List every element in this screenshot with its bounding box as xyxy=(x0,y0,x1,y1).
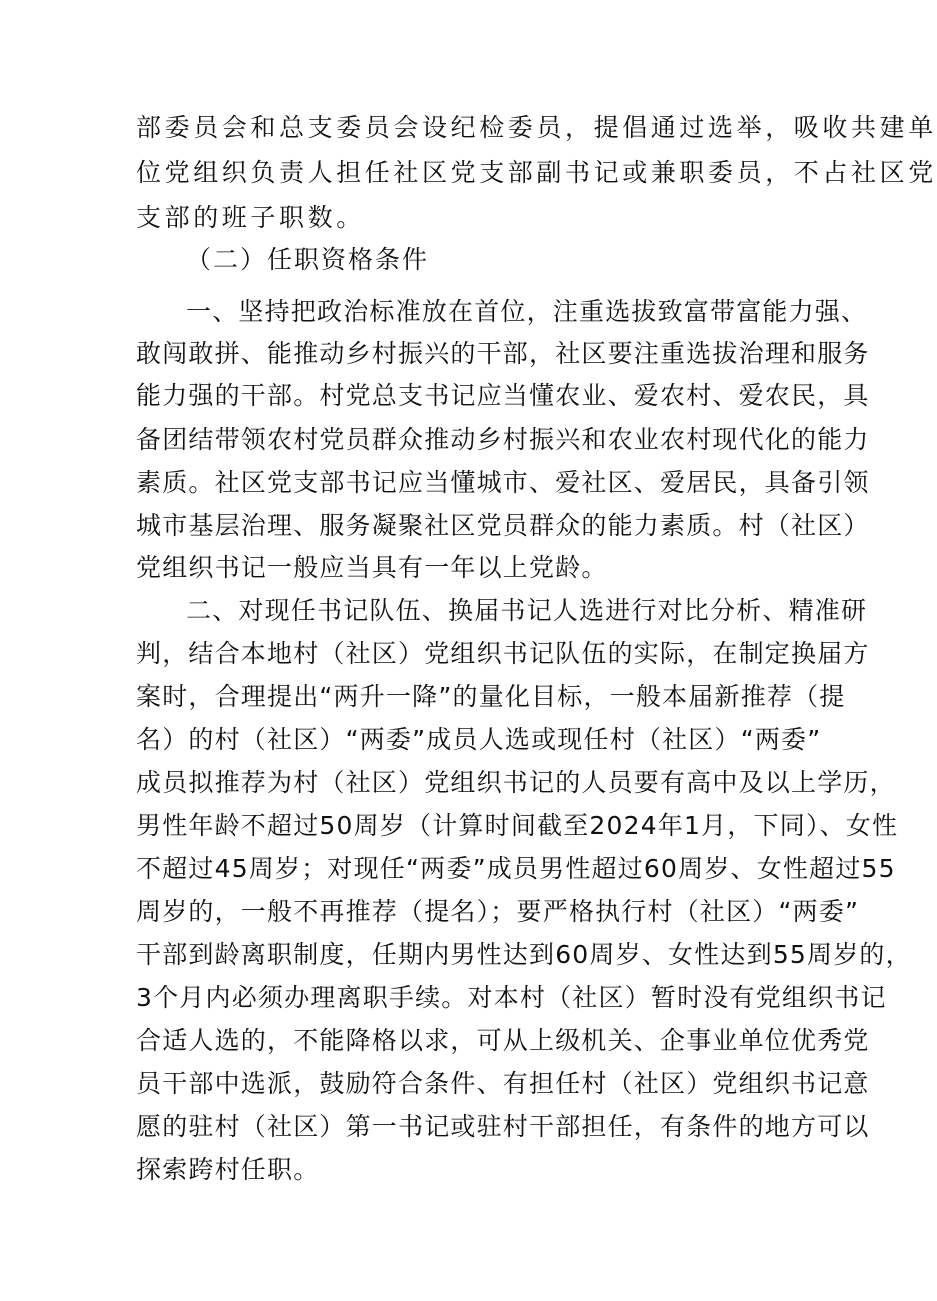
text-line: 不超过45周岁；对现任“两委”成员男性超过60周岁、女性超过55 xyxy=(136,854,896,883)
text-line: 案时，合理提出“两升一降”的量化目标，一般本届新推荐（提 xyxy=(136,682,846,711)
text-line: 愿的驻村（社区）第一书记或驻村干部担任，有条件的地方可以 xyxy=(136,1112,870,1141)
text-line: 位党组织负责人担任社区党支部副书记或兼职委员，不占社区党 xyxy=(136,158,937,187)
text-line: 部委员会和总支委员会设纪检委员，提倡通过选举，吸收共建单 xyxy=(136,113,937,142)
text-line: 判，结合本地村（社区）党组织书记队伍的实际，在制定换届方 xyxy=(136,639,870,668)
text-line: 男性年龄不超过50周岁（计算时间截至2024年1月，下同）、女性 xyxy=(136,811,899,840)
text-line: 合适人选的，不能降格以求，可从上级机关、企事业单位优秀党 xyxy=(136,1026,870,1055)
text-line: 素质。社区党支部书记应当懂城市、爱社区、爱居民，具备引领 xyxy=(136,468,870,497)
text-line: 名）的村（社区）“两委”成员人选或现任村（社区）“两委” xyxy=(136,725,822,754)
text-line: 党组织书记一般应当具有一年以上党龄。 xyxy=(136,553,608,582)
text-line: 能力强的干部。村党总支书记应当懂农业、爱农村、爱农民，具 xyxy=(136,381,870,410)
text-line: 干部到龄离职制度，任期内男性达到60周岁、女性达到55周岁的， xyxy=(136,940,912,969)
text-line: 周岁的，一般不再推荐（提名）；要严格执行村（社区）“两委” xyxy=(136,897,860,926)
text-line: 3个月内必须办理离职手续。对本村（社区）暂时没有党组织书记 xyxy=(136,983,887,1012)
text-line: 备团结带领农村党员群众推动乡村振兴和农业农村现代化的能力 xyxy=(136,425,870,454)
text-line: 城市基层治理、服务凝聚社区党员群众的能力素质。村（社区） xyxy=(136,511,870,540)
text-line: 敢闯敢拼、能推动乡村振兴的干部，社区要注重选拔治理和服务 xyxy=(136,339,870,368)
text-line: 一、坚持把政治标准放在首位，注重选拔致富带富能力强、 xyxy=(186,297,868,326)
text-line: 成员拟推荐为村（社区）党组织书记的人员要有高中及以上学历， xyxy=(136,768,896,797)
section-heading: （二）任职资格条件 xyxy=(186,245,430,274)
text-line: 二、对现任书记队伍、换届书记人选进行对比分析、精准研 xyxy=(186,596,868,625)
text-line: 支部的班子职数。 xyxy=(136,203,365,232)
text-line: 员干部中选派，鼓励符合条件、有担任村（社区）党组织书记意 xyxy=(136,1069,870,1098)
text-line: 探索跨村任职。 xyxy=(136,1155,320,1184)
